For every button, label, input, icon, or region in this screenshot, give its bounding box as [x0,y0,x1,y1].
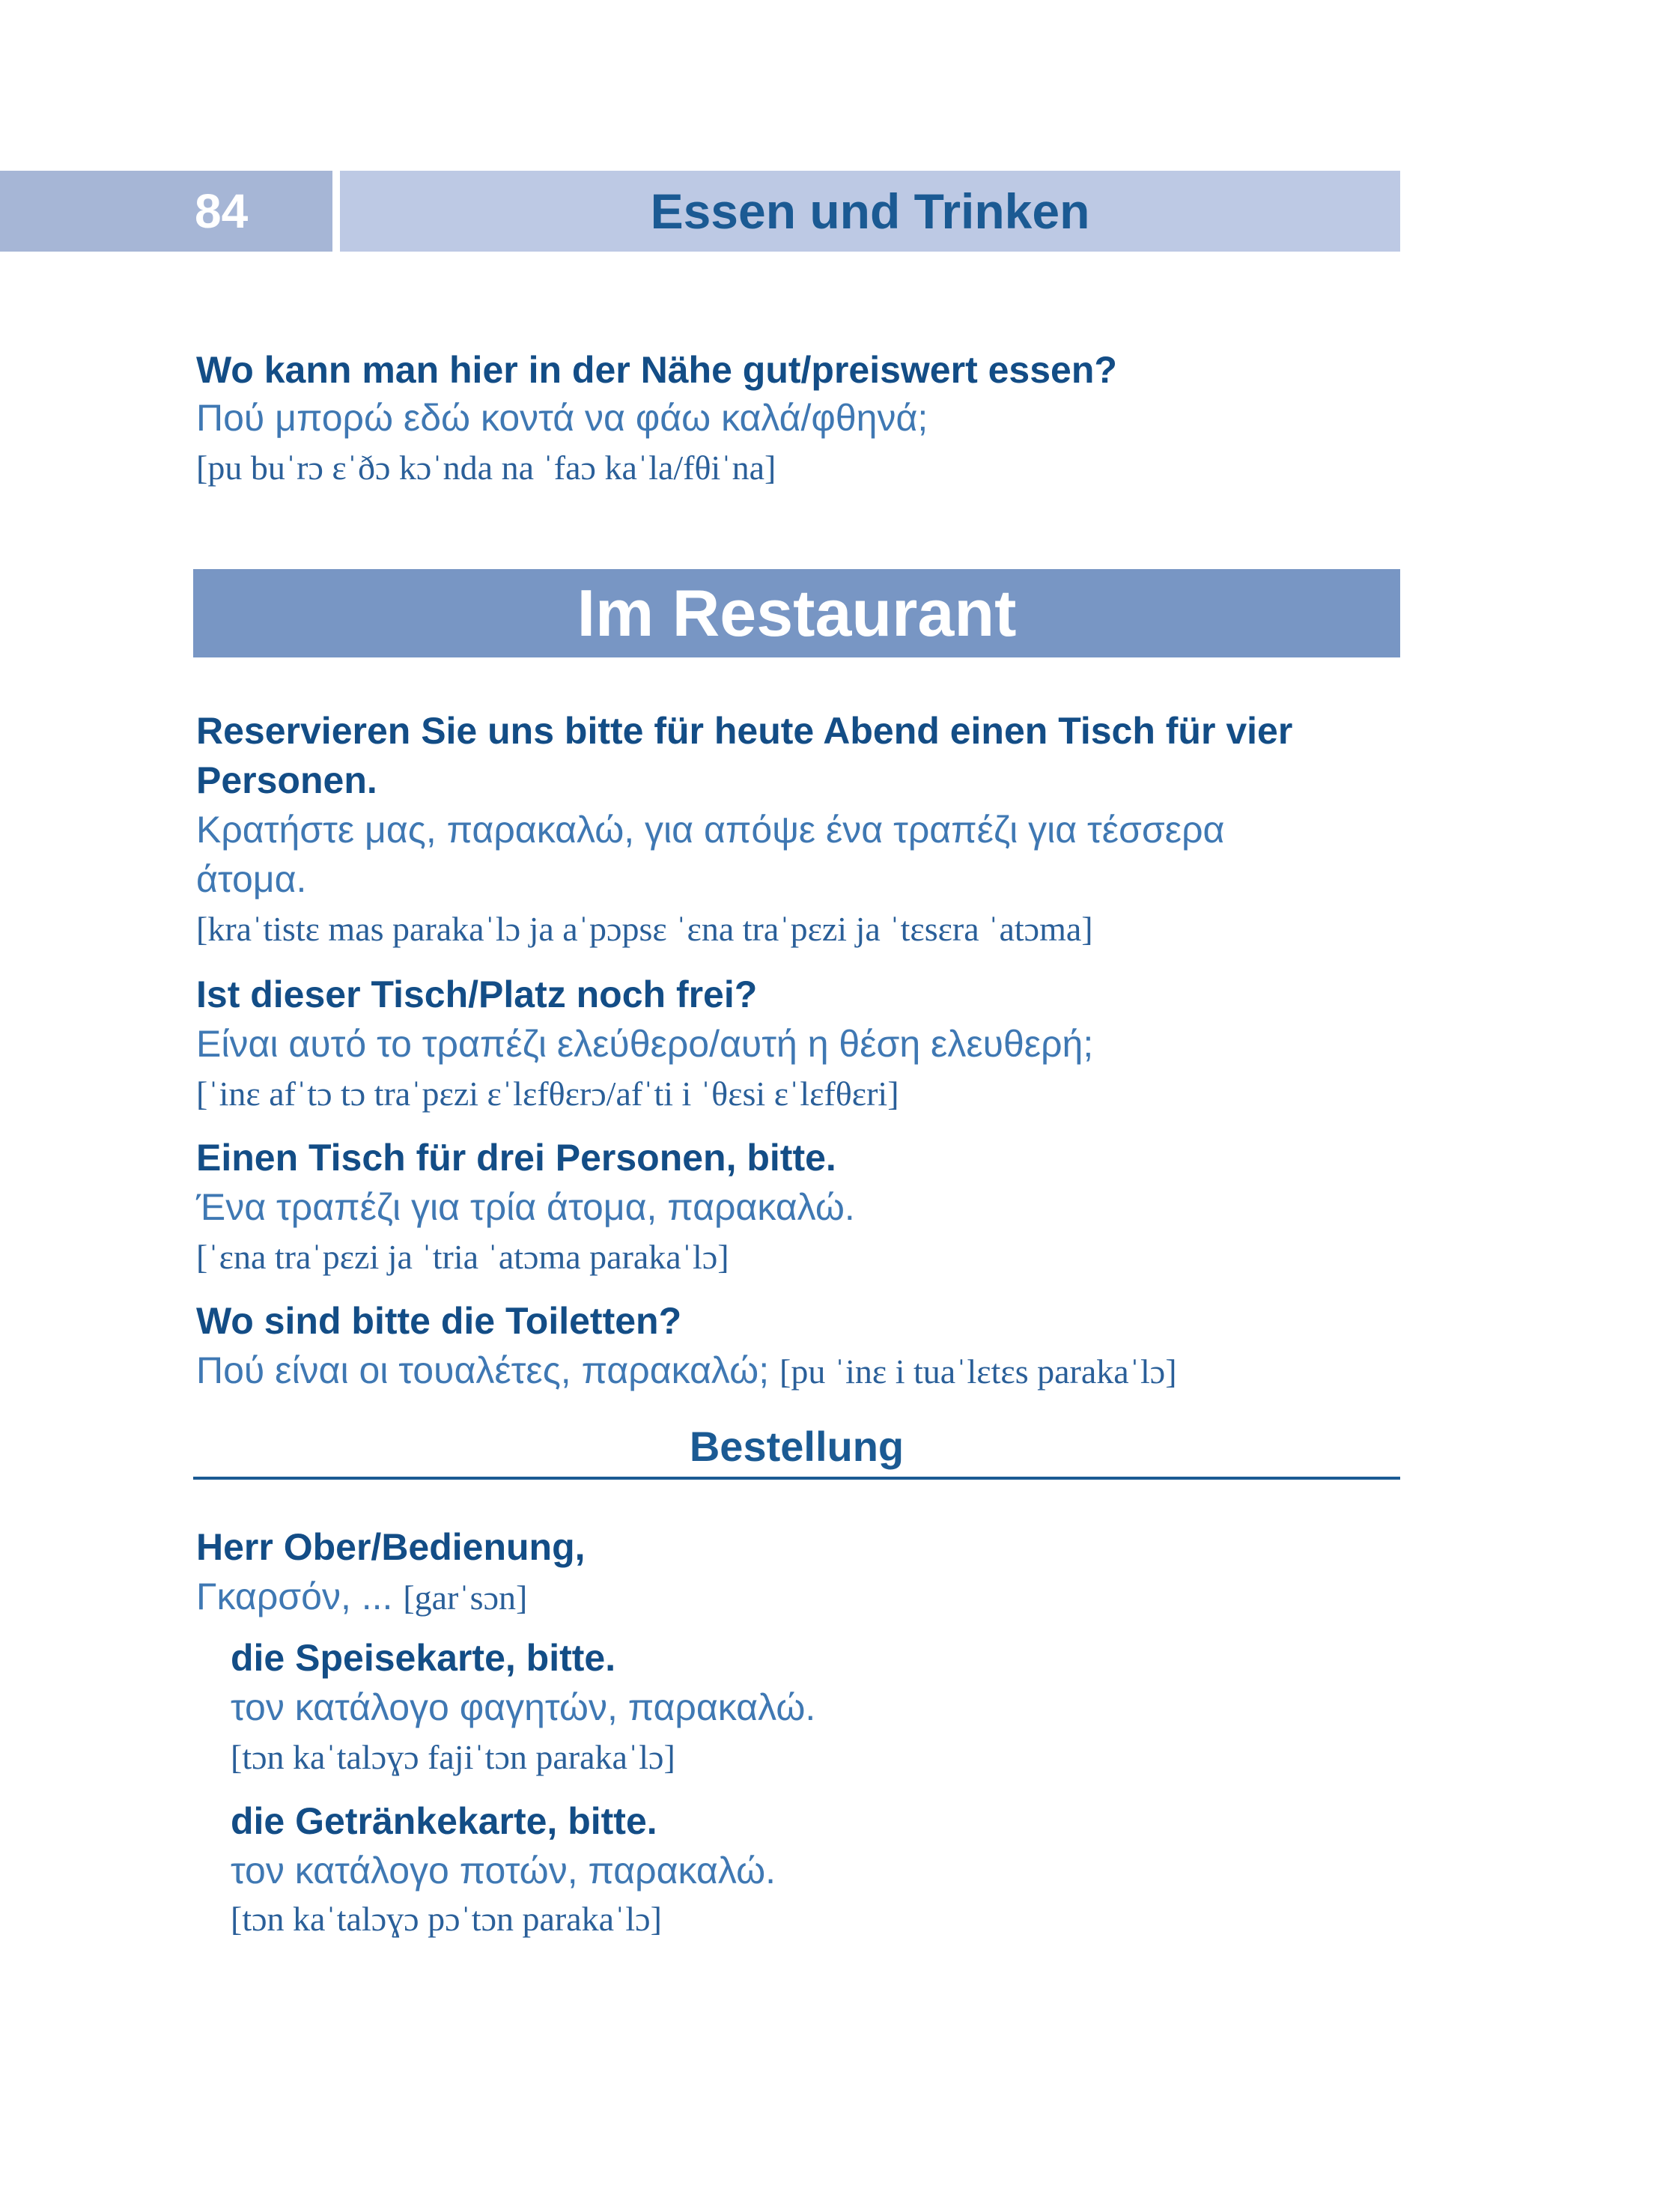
phrase-4-phonetic: [pu ˈinɛ i tuaˈlɛtɛs parakaˈlɔ] [779,1352,1177,1391]
phrase-3-phonetic: [ˈɛna traˈpɛzi ja ˈtria ˈatɔma parakaˈlɔ] [196,1238,729,1276]
phrase-2-phonetic: [ˈinɛ afˈtɔ tɔ traˈpɛzi ɛˈlɛfθɛrɔ/afˈti i ˈθɛsi ɛˈlɛfθɛri] [196,1075,899,1113]
order-item-1-german: die Speisekarte, bitte. [231,1637,616,1679]
phrase-4-german: Wo sind bitte die Toiletten? [196,1300,682,1342]
phrase-2-german: Ist dieser Tisch/Platz noch frei? [196,973,758,1015]
phrase-1-german-line-1: Reservieren Sie uns bitte für heute Abend einen Tisch für vier [196,710,1293,752]
order-german: Herr Ober/Bedienung, [196,1526,586,1568]
intro-phonetic: [pu buˈrɔ ɛˈðɔ kɔˈnda na ˈfaɔ kaˈla/fθiˈna] [196,449,776,487]
intro-greek: Πού μπορώ εδώ κοντά να φάω καλά/φθηνά; [196,397,928,439]
phrase-3-greek: Ένα τραπέζι για τρία άτομα, παρακαλώ. [196,1186,855,1228]
subsection-title: Bestellung [689,1423,905,1470]
phrase-3-german: Einen Tisch für drei Personen, bitte. [196,1137,836,1179]
phrase-1-greek-line-1: Κρατήστε μας, παρακαλώ, για απόψε ένα τραπέζι για τέσσερα [196,809,1225,851]
order-item-2-phonetic: [tɔn kaˈtalɔɣɔ pɔˈtɔn parakaˈlɔ] [231,1900,662,1938]
order-greek-line [196,1573,527,1622]
order-item-1-greek: τον κατάλογο φαγητών, παρακαλώ. [231,1686,816,1728]
order-item-2-greek: τον κατάλογο ποτών, παρακαλώ. [231,1850,776,1892]
section-banner: Im Restaurant [193,569,1400,657]
phrase-2-greek: Είναι αυτό το τραπέζι ελεύθερο/αυτή η θέση ελευθερή; [196,1023,1094,1065]
chapter-title: Essen und Trinken [340,171,1400,252]
order-greek: Γκαρσόν, ... [196,1576,393,1617]
order-item-2-german: die Getränkekarte, bitte. [231,1800,657,1842]
intro-german: Wo kann man hier in der Nähe gut/preiswert essen? [196,349,1117,391]
phrase-4-greek-line [196,1346,1177,1396]
phrase-4-greek: Πού είναι οι τουαλέτες, παρακαλώ; [196,1349,770,1391]
phrase-1-greek-line-2: άτομα. [196,858,307,900]
phrase-1-phonetic: [kraˈtistɛ mas parakaˈlɔ ja aˈpɔpsɛ ˈɛna traˈpɛzi ja ˈtɛsɛra ˈatɔma] [196,910,1093,948]
phrase-1-german-line-2: Personen. [196,759,377,801]
order-phonetic: [garˈsɔn] [403,1579,528,1617]
order-item-1-phonetic: [tɔn kaˈtalɔɣɔ fajiˈtɔn parakaˈlɔ] [231,1738,675,1776]
subsection-rule [193,1477,1400,1480]
page-number: 84 [0,171,332,252]
